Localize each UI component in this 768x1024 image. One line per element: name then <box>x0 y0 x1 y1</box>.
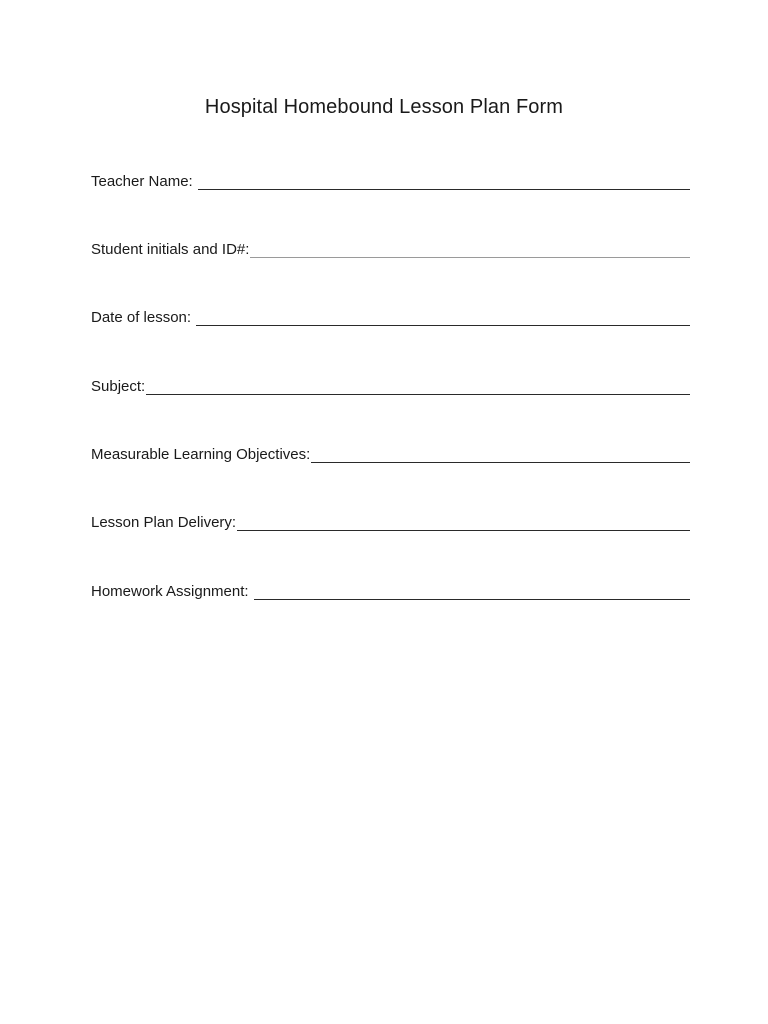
lesson-plan-delivery-label: Lesson Plan Delivery: <box>91 514 237 531</box>
lesson-plan-delivery-line[interactable] <box>237 530 690 531</box>
date-of-lesson-line[interactable] <box>196 325 690 326</box>
homework-assignment-label: Homework Assignment: <box>91 583 249 600</box>
student-id-label: Student initials and ID#: <box>91 241 250 258</box>
subject-row <box>91 375 690 397</box>
learning-objectives-line[interactable] <box>311 462 690 463</box>
date-of-lesson-row <box>91 306 690 328</box>
learning-objectives-row <box>91 443 690 465</box>
teacher-name-line[interactable] <box>198 189 690 190</box>
student-id-row <box>91 238 690 260</box>
teacher-name-label: Teacher Name: <box>91 173 193 190</box>
date-of-lesson-label: Date of lesson: <box>91 309 192 326</box>
learning-objectives-label: Measurable Learning Objectives: <box>91 446 311 463</box>
teacher-name-row <box>91 170 690 192</box>
page-title: Hospital Homebound Lesson Plan Form <box>204 96 564 118</box>
homework-assignment-row <box>91 580 690 602</box>
subject-line[interactable] <box>146 394 690 395</box>
student-id-line[interactable] <box>250 257 690 258</box>
lesson-plan-delivery-row <box>91 511 690 533</box>
homework-assignment-line[interactable] <box>254 599 690 600</box>
subject-label: Subject: <box>91 378 146 395</box>
